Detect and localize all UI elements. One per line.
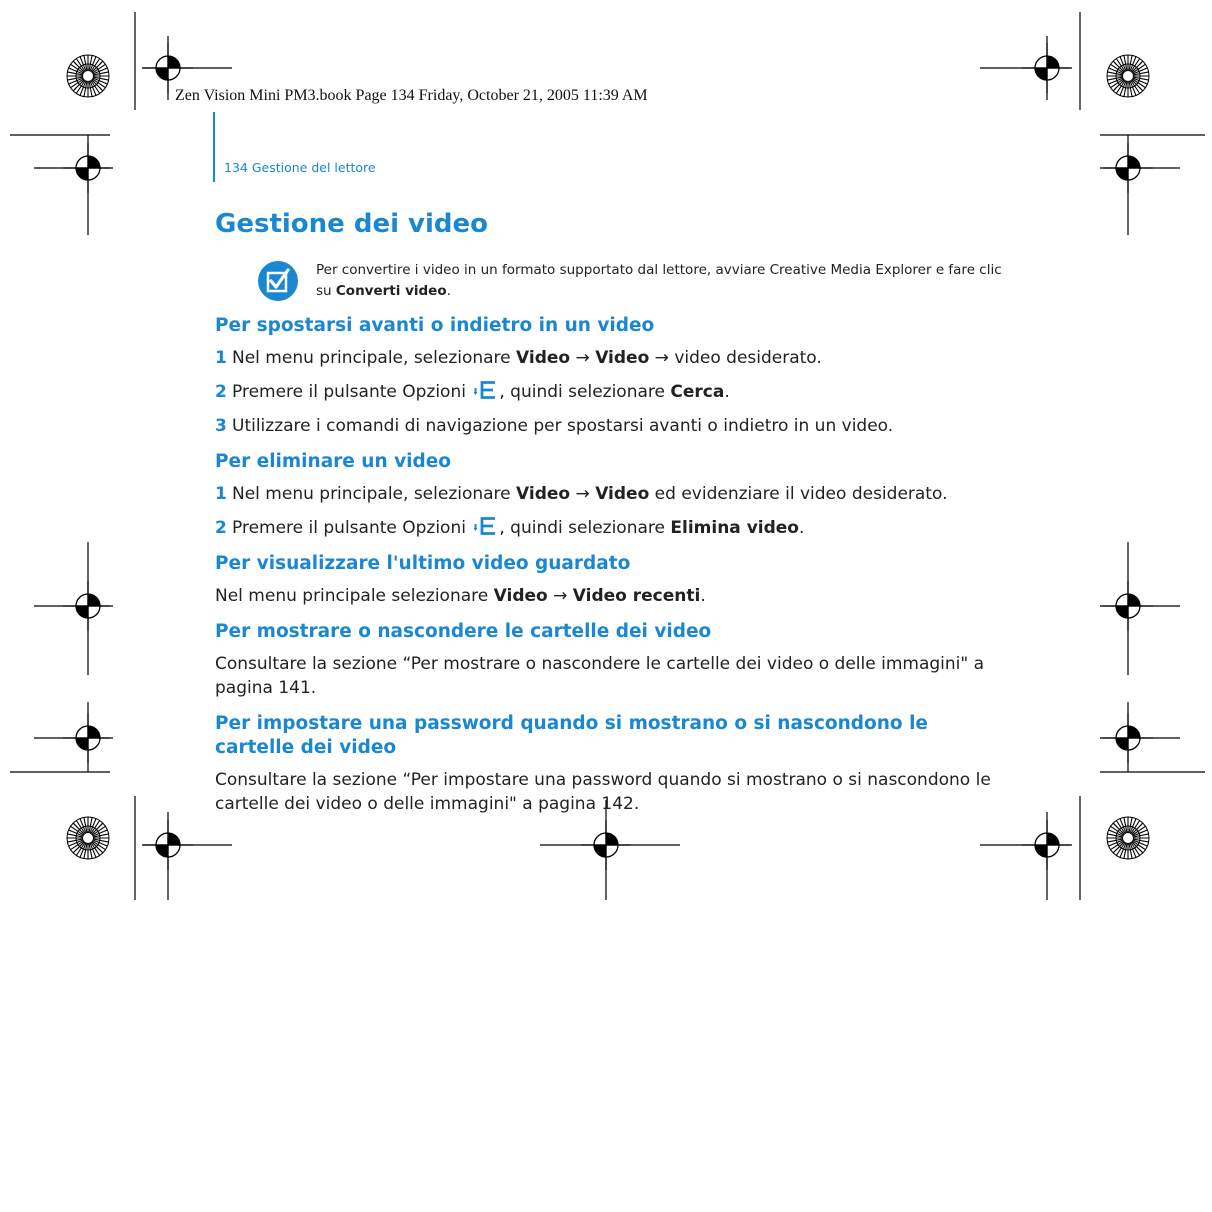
section-heading-last-watched: Per visualizzare l'ultimo video guardato: [215, 553, 631, 574]
note-text-part: Per convertire i video in un formato supportato dal lettore, avviare Creative Media Explorer e fare clic su: [316, 262, 1002, 299]
registration-mark-icon: [143, 43, 193, 93]
step-item: [215, 516, 1005, 540]
step-text: Premere il pulsante Opzioni: [232, 518, 472, 538]
registration-mark-icon: [581, 820, 631, 870]
step-bold: Video: [516, 348, 571, 368]
para-text: .: [700, 586, 706, 606]
step-text: Nel menu principale, selezionare: [232, 484, 517, 504]
step-arrow: →: [570, 484, 596, 504]
options-button-icon: [473, 517, 497, 535]
steps-delete: [215, 482, 1005, 540]
note-bold-term: Converti video: [335, 283, 447, 299]
step-number: 1: [215, 484, 227, 504]
step-item: [215, 346, 1005, 370]
para-text: Nel menu principale selezionare: [215, 586, 494, 606]
step-text: , quindi selezionare: [499, 382, 671, 402]
step-bold: Video: [595, 484, 650, 504]
step-item: [215, 414, 1005, 438]
step-number: 2: [215, 382, 227, 402]
steps-seek: [215, 346, 1005, 438]
step-text: , quindi selezionare: [499, 518, 671, 538]
page-content: [215, 206, 1005, 826]
paragraph-last-watched: [215, 584, 1005, 608]
step-bold: Cerca: [670, 382, 725, 402]
note-text-end: .: [446, 283, 451, 299]
step-text: .: [798, 518, 805, 538]
step-bold: Video: [595, 348, 650, 368]
step-text: → video desiderato.: [649, 348, 822, 368]
registration-mark-icon: [63, 581, 113, 631]
paragraph-password: Consultare la sezione “Per impostare una password quando si mostrano o si nascondono le cartelle dei video o delle immagini" a pagina 142.: [215, 770, 991, 814]
step-item: [215, 380, 1005, 404]
paragraph-folders: Consultare la sezione “Per mostrare o nascondere le cartelle dei video o delle immagini" a pagina 141.: [215, 654, 985, 698]
section-heading-delete: Per eliminare un video: [215, 451, 451, 472]
registration-mark-icon: [1103, 581, 1153, 631]
registration-mark-icon: [1022, 820, 1072, 870]
margin-rule: [213, 112, 215, 182]
registration-mark-icon: [1103, 143, 1153, 193]
step-text: Nel menu principale, selezionare: [232, 348, 517, 368]
step-number: 3: [215, 416, 227, 436]
step-text: ed evidenziare il video desiderato.: [649, 484, 948, 504]
para-arrow: →: [547, 586, 573, 606]
step-text: Premere il pulsante Opzioni: [232, 382, 472, 402]
registration-mark-icon: [1103, 713, 1153, 763]
step-text: Utilizzare i comandi di navigazione per spostarsi avanti o indietro in un video.: [232, 416, 894, 436]
checkbox-note-icon: [257, 260, 299, 302]
step-bold: Elimina video: [670, 518, 799, 538]
page-title: Gestione dei video: [215, 209, 489, 239]
registration-mark-icon: [1022, 43, 1072, 93]
starburst-target-icon: [1107, 55, 1149, 97]
step-item: [215, 482, 1005, 506]
print-job-header: Zen Vision Mini PM3.book Page 134 Friday, October 21, 2005 11:39 AM: [175, 87, 648, 104]
section-heading-seek: Per spostarsi avanti o indietro in un video: [215, 315, 655, 336]
step-bold: Video: [516, 484, 571, 504]
para-bold: Video: [493, 586, 548, 606]
section-heading-folders: Per mostrare o nascondere le cartelle dei video: [215, 621, 712, 642]
registration-mark-icon: [63, 713, 113, 763]
running-head: 134 Gestione del lettore: [224, 160, 376, 175]
section-heading-password: Per impostare una password quando si mostrano o si nascondono le cartelle dei video: [215, 713, 928, 758]
step-number: 1: [215, 348, 227, 368]
options-button-icon: [473, 381, 497, 399]
starburst-target-icon: [1107, 817, 1149, 859]
note-box: [257, 258, 1005, 302]
starburst-target-icon: [67, 817, 109, 859]
note-text: [316, 258, 1005, 302]
para-bold: Video recenti: [572, 586, 701, 606]
step-number: 2: [215, 518, 227, 538]
registration-mark-icon: [143, 820, 193, 870]
starburst-target-icon: [67, 55, 109, 97]
registration-mark-icon: [63, 143, 113, 193]
step-text: .: [724, 382, 730, 402]
step-arrow: →: [570, 348, 596, 368]
